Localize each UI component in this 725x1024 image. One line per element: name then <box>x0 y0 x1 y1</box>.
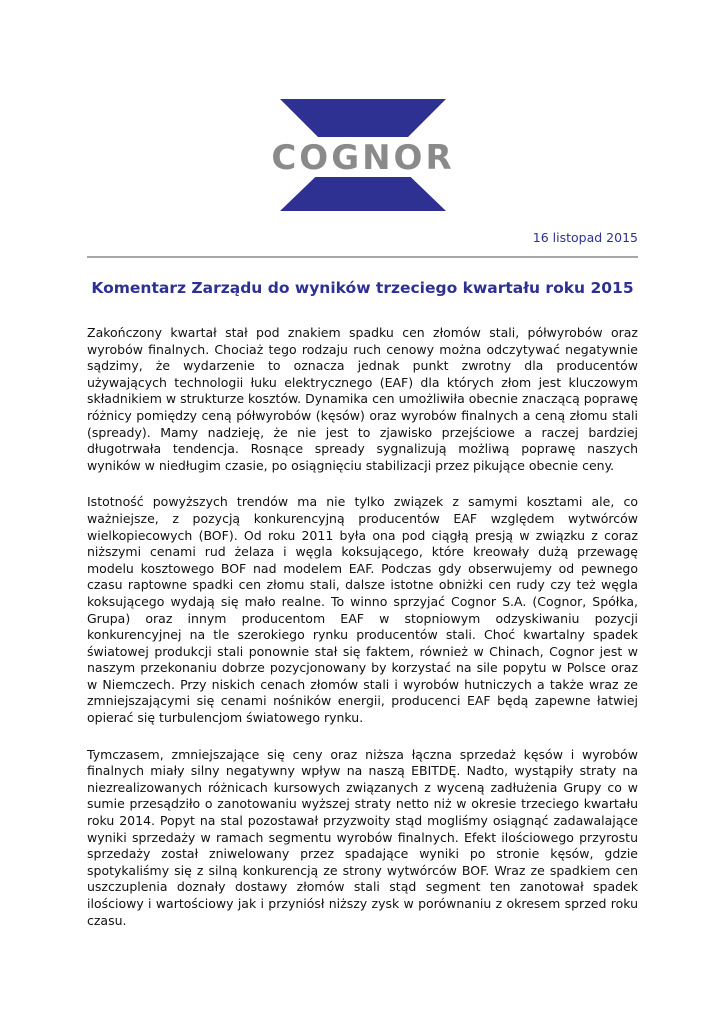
logo-text: COGNOR <box>271 138 455 178</box>
document-date: 16 listopad 2015 <box>532 230 638 245</box>
paragraph: Zakończony kwartał stał pod znakiem spadku cen złomów stali, półwyrobów oraz wyrobów finalnych. Chociaż tego rodzaju ruch cenowy można odczytywać negatywnie sądzimy, że wydarzenie to oznacza jednak punkt zwrotny dla producentów używających technologii łuku elektrycznego (EAF) dla których złom jest kluczowym składnikiem w strukturze kosztów. Dynamika cen umożliwiła obecnie znaczącą poprawę różnicy pomiędzy ceną półwyrobów (kęsów) oraz wyrobów finalnych a ceną złomu stali (spready). Mamy nadzieję, że nie jest to zjawisko przejściowe a raczej bardziej długotrwała tendencja. Rosnące spready sygnalizują możliwą poprawę naszych wyników w niedługim czasie, po osiągnięciu stabilizacji przez pikujące obecnie ceny. <box>87 325 638 473</box>
cognor-logo <box>264 99 462 211</box>
document-body <box>87 325 638 949</box>
paragraph: Istotność powyższych trendów ma nie tylko związek z samymi kosztami ale, co ważniejsze, z pozycją konkurencyjną producentów EAF względem wytwórców wielkopiecowych (BOF). Od roku 2011 była ona pod ciągłą presją w związku z coraz niższymi cenami rud żelaza i węgla koksującego, które kreowały dużą przewagę modelu kosztowego BOF nad modelem EAF. Podczas gdy obserwujemy od pewnego czasu raptowne spadki cen złomu stali, dalsze istotne obniżki cen rudy czy też węgla koksującego wydają się mało realne. To winno sprzyjać Cognor S.A. (Cognor, Spółka, Grupa) oraz innym producentom EAF w stopniowym odzyskiwaniu pozycji konkurencyjnej na tle szerokiego rynku producentów stali. Choć kwartalny spadek światowej produkcji stali ponownie stał się faktem, również w Chinach, Cognor jest w naszym przekonaniu dobrze pozycjonowany by korzystać na sile popytu w Polsce oraz w Niemczech. Przy niskich cenach złomów stali i wyrobów hutniczych a także wraz ze zmniejszającymi się cenami nośników energii, producenci EAF będą zapewne łatwiej opierać się turbulencjom światowego rynku. <box>87 494 638 726</box>
header-divider <box>87 256 638 258</box>
document-title: Komentarz Zarządu do wyników trzeciego kwartału roku 2015 <box>91 279 634 297</box>
paragraph: Tymczasem, zmniejszające się ceny oraz niższa łączna sprzedaż kęsów i wyrobów finalnych miały silny negatywny wpływ na naszą EBITDĘ. Nadto, wystąpiły straty na niezrealizowanych różnicach kursowych związanych z wyceną zadłużenia Grupy co w sumie przesądziło o zanotowaniu wyższej straty netto niż w okresie trzeciego kwartału roku 2014. Popyt na stal pozostawał przyzwoity stąd mogliśmy osiągnąć zadawalające wyniki sprzedaży w ramach segmentu wyrobów finalnych. Efekt ilościowego przyrostu sprzedaży został zniwelowany przez spadające wyniki po stronie kęsów, gdzie spotykaliśmy się z silną konkurencją ze strony wytwórców BOF. Wraz ze spadkiem cen uszczuplenia doznały dostawy złomów stali stąd segment ten zanotował spadek ilościowy i wartościowy jak i przyniósł niższy zysk w porównaniu z okresem sprzed roku czasu. <box>87 746 638 928</box>
